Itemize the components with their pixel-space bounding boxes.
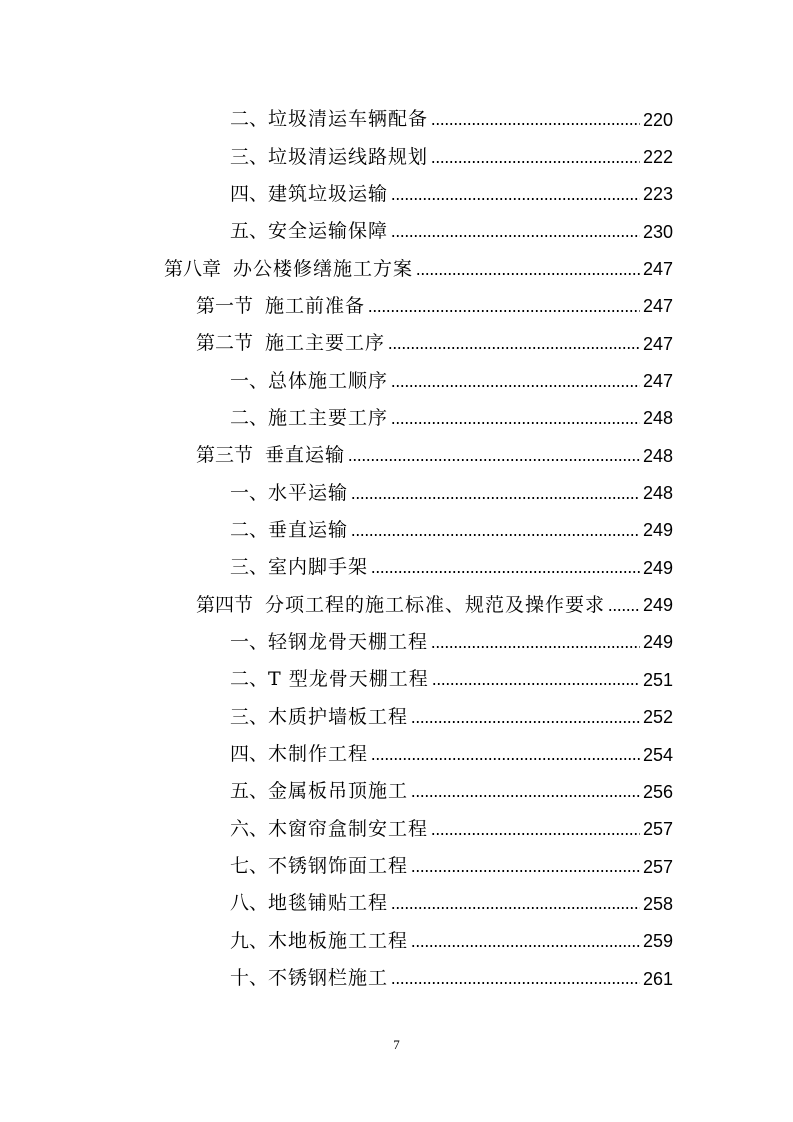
toc-entry-line [230,969,793,988]
toc-entry[interactable] [0,250,793,287]
toc-entry-title: 金属板吊顶施工 [268,780,409,803]
toc-entry-page: 247 [642,296,673,317]
toc-entry-page: 222 [642,147,673,168]
toc-entry-line [230,406,793,429]
toc-dot-leader [411,945,640,947]
toc-entry[interactable] [0,138,793,175]
toc-entry[interactable] [0,362,793,399]
toc-entry-line [230,894,793,913]
toc-dot-leader [431,161,640,163]
toc-entry-line [230,670,793,689]
toc-entry-line [196,593,793,616]
toc-entry[interactable] [0,549,793,586]
toc-entry-title: 地毯铺贴工程 [268,892,389,915]
toc-entry-line [230,782,793,801]
toc-entry-title: 木地板施工工程 [268,929,409,952]
toc-entry-page: 223 [642,184,673,205]
toc-dot-leader [351,534,640,536]
toc-dot-leader [431,646,640,648]
toc-entry-page: 248 [642,445,673,466]
toc-entry[interactable] [0,512,793,549]
toc-dot-leader [391,422,640,424]
toc-entry-page: 257 [642,856,673,877]
toc-entry-number: 一、 [230,481,269,504]
toc-entry-title: 施工前准备 [265,294,366,317]
toc-entry[interactable] [0,624,793,661]
toc-entry-page: 248 [642,483,673,504]
toc-entry-number: 二、 [230,406,269,429]
toc-entry-page: 220 [642,109,673,130]
toc-entry-title: 不锈钢栏施工 [268,967,389,990]
toc-entry-number: 三、 [230,145,269,168]
toc-entry-line [230,481,793,504]
toc-entry-number: 一、 [230,630,269,653]
toc-dot-leader [371,571,640,573]
toc-entry-page: 249 [642,595,673,616]
toc-entry-number: 四、 [230,743,269,766]
toc-entry-page: 249 [642,632,673,653]
toc-entry[interactable] [0,176,793,213]
toc-entry-title: 木制作工程 [268,743,369,766]
toc-dot-leader [351,497,640,499]
toc-entry-number: 第三节 [196,444,254,467]
toc-entry-title: 建筑垃圾运输 [268,182,389,205]
toc-entry-number: 第八章 [164,257,222,280]
page-number: 7 [393,1037,400,1052]
toc-entry-title: 分项工程的施工标准、规范及操作要求 [265,593,606,616]
toc-entry-number: 第一节 [196,294,254,317]
toc-dot-leader [431,833,640,835]
toc-entry[interactable] [0,773,793,810]
toc-entry-title: 不锈钢饰面工程 [268,855,409,878]
toc-entry-page: 261 [642,968,673,989]
toc-dot-leader [348,459,640,461]
toc-entry-line [230,817,793,840]
toc-entry-page: 252 [642,707,673,728]
toc-entry-title: 木质护墙板工程 [268,705,409,728]
toc-entry-page: 230 [642,221,673,242]
toc-entry-line [230,369,793,392]
toc-entry[interactable] [0,101,793,138]
toc-entry-page: 249 [642,520,673,541]
toc-entry[interactable] [0,736,793,773]
toc-entry-title: 垃圾清运线路规划 [268,145,429,168]
toc-entry-number: 第四节 [196,593,254,616]
toc-entry[interactable] [0,213,793,250]
toc-entry-title: 办公楼修缮施工方案 [233,257,414,280]
toc-dot-leader [432,683,640,685]
toc-entry[interactable] [0,811,793,848]
toc-entry-title: 垂直运输 [265,444,346,467]
toc-entry-title: 施工主要工序 [268,406,389,429]
toc-entry-number: 六、 [230,817,269,840]
toc-entry-line [196,446,793,465]
toc-entry-number: 九、 [230,929,269,952]
toc-entry-title: 施工主要工序 [265,332,386,355]
toc-entry-title: 木窗帘盒制安工程 [268,817,429,840]
toc-entry-page: 259 [642,931,673,952]
toc-entry-line [230,929,793,952]
toc-entry[interactable] [0,288,793,325]
toc-entry-line [164,257,793,280]
toc-entry-number: 五、 [230,780,269,803]
toc-entry-title: 轻钢龙骨天棚工程 [268,630,429,653]
toc-entry-line [230,745,793,764]
toc-entry[interactable] [0,586,793,623]
toc-entry[interactable] [0,699,793,736]
toc-dot-leader [431,123,640,125]
toc-entry-page: 247 [642,259,673,280]
toc-entry-page: 257 [642,819,673,840]
toc-entry[interactable] [0,437,793,474]
toc-entry-title: 水平运输 [268,481,349,504]
toc-dot-leader [371,758,640,760]
toc-entry[interactable] [0,474,793,511]
toc-entry-page: 247 [642,371,673,392]
toc-entry-line [196,294,793,317]
toc-dot-leader [391,907,640,909]
toc-entry[interactable] [0,325,793,362]
toc-dot-leader [368,310,640,312]
toc-entry-line [230,182,793,205]
toc-entry[interactable] [0,923,793,960]
toc-dot-leader [608,609,640,611]
toc-dot-leader [388,347,640,349]
toc-dot-leader [391,198,640,200]
toc-entry[interactable] [0,661,793,698]
toc-entry-number: 五、 [230,220,269,243]
toc-entry-line [196,334,793,353]
toc-entry-title: 垃圾清运车辆配备 [268,108,429,131]
toc-entry-title: 室内脚手架 [268,556,369,579]
toc-entry-title: T 型龙骨天棚工程 [268,668,429,691]
toc-entry-number: 第二节 [196,332,254,355]
toc-dot-leader [411,870,640,872]
toc-entry-line [230,857,793,876]
toc-entry-number: 八、 [230,892,269,915]
toc-dot-leader [411,721,640,723]
toc-entry-number: 三、 [230,705,269,728]
toc-entry-page: 248 [642,408,673,429]
toc-dot-leader [391,982,640,984]
toc-dot-leader [411,795,640,797]
toc-entry[interactable] [0,885,793,922]
toc-entry-line [230,518,793,541]
toc-entry-page: 247 [642,333,673,354]
toc-entry-title: 安全运输保障 [268,220,389,243]
toc-entry-number: 二、 [230,518,269,541]
toc-entry-page: 256 [642,781,673,802]
toc-entry-number: 一、 [230,369,269,392]
toc-entry-number: 十、 [230,967,269,990]
toc-entry[interactable] [0,960,793,997]
toc-entry-number: 四、 [230,182,269,205]
toc-entry-line [230,705,793,728]
toc-entry-number: 七、 [230,855,269,878]
toc-entry-line [230,222,793,241]
toc-entry-page: 254 [642,744,673,765]
toc-dot-leader [391,385,640,387]
toc-entry-line [230,630,793,653]
toc-entry-line [230,558,793,577]
toc-entry-title: 总体施工顺序 [268,369,389,392]
toc-entry-page: 249 [642,557,673,578]
toc-dot-leader [416,273,640,275]
toc-entry[interactable] [0,400,793,437]
toc-entry-number: 三、 [230,556,269,579]
toc-entry-page: 258 [642,893,673,914]
toc-entry-line [230,145,793,168]
table-of-contents [0,101,793,997]
toc-entry-line [230,110,793,129]
toc-entry-number: 二、 [230,108,269,131]
toc-entry-title: 垂直运输 [268,518,349,541]
toc-entry[interactable] [0,848,793,885]
toc-dot-leader [391,235,640,237]
toc-entry-page: 251 [642,669,673,690]
toc-entry-number: 二、 [230,668,269,691]
